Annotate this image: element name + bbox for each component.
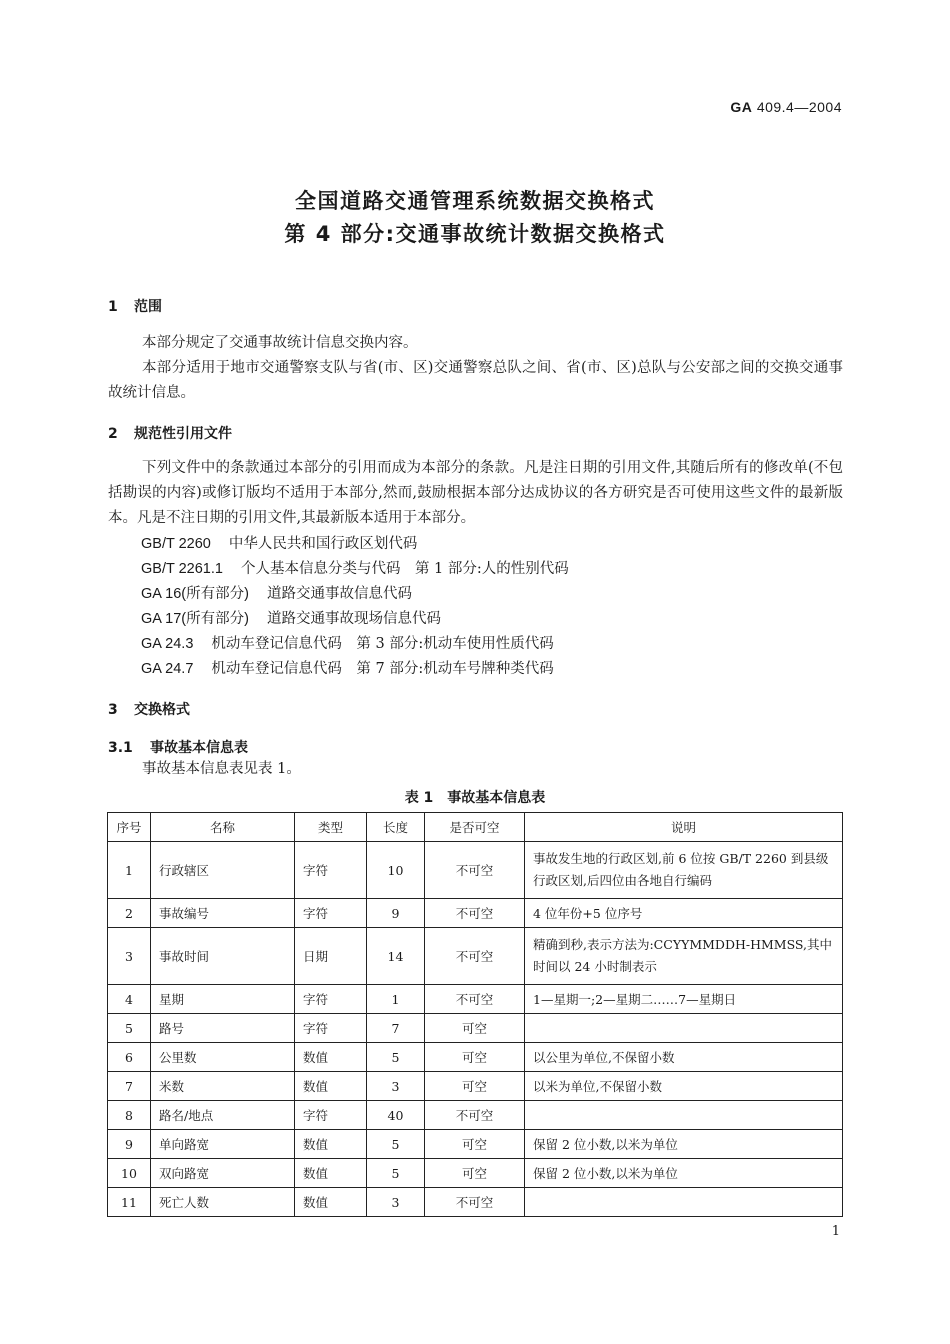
table-header-row [108,813,843,842]
col-header-seq: 序号 [108,813,151,842]
cell-type: 数值 [295,1159,367,1188]
cell-type: 字符 [295,1014,367,1043]
table-caption: 表 1 事故基本信息表 [404,790,546,806]
standard-prefix: GA [730,99,753,115]
section-2-para-1: 下列文件中的条款通过本部分的引用而成为本部分的条款。凡是注日期的引用文件,其随后所有的修改单(不包括勘误的内容)或修订版均不适用于本部分,然而,鼓励根据本部分达成协议的各方研究是否可使用这些文件的最新版本。凡是不注日期的引用文件,其最新版本适用于本部分。 [108,460,843,526]
cell-name: 行政辖区 [151,842,295,899]
cell-seq: 5 [108,1014,151,1043]
section-3-1-heading: 3.1 事故基本信息表 [108,740,248,756]
table-row [108,1130,843,1159]
cell-length: 3 [367,1072,425,1101]
cell-length: 5 [367,1159,425,1188]
accident-info-table [107,812,843,1217]
cell-nullable: 可空 [425,1159,525,1188]
cell-nullable: 不可空 [425,1188,525,1217]
cell-nullable: 可空 [425,1043,525,1072]
cell-name: 米数 [151,1072,295,1101]
table-row [108,1014,843,1043]
cell-seq: 10 [108,1159,151,1188]
cell-description: 事故发生地的行政区划,前 6 位按 GB/T 2260 到县级行政区划,后四位由各地自行编码 [525,842,843,899]
cell-seq: 9 [108,1130,151,1159]
cell-description [525,1188,843,1217]
cell-name: 双向路宽 [151,1159,295,1188]
table-row [108,1072,843,1101]
cell-seq: 2 [108,899,151,928]
table-row [108,1043,843,1072]
cell-description [525,1014,843,1043]
cell-type: 数值 [295,1072,367,1101]
cell-length: 40 [367,1101,425,1130]
cell-length: 5 [367,1043,425,1072]
cell-seq: 8 [108,1101,151,1130]
standard-code: 409.4—2004 [756,99,842,115]
cell-length: 9 [367,899,425,928]
cell-nullable: 不可空 [425,899,525,928]
cell-length: 3 [367,1188,425,1217]
cell-description: 保留 2 位小数,以米为单位 [525,1159,843,1188]
cell-seq: 1 [108,842,151,899]
cell-length: 14 [367,928,425,985]
col-header-nullable: 是否可空 [425,813,525,842]
cell-nullable: 不可空 [425,928,525,985]
cell-length: 5 [367,1130,425,1159]
cell-nullable: 不可空 [425,985,525,1014]
cell-name: 单向路宽 [151,1130,295,1159]
cell-nullable: 不可空 [425,1101,525,1130]
cell-seq: 3 [108,928,151,985]
cell-length: 1 [367,985,425,1014]
col-header-name: 名称 [151,813,295,842]
table-row [108,842,843,899]
cell-type: 字符 [295,985,367,1014]
document-subtitle: 第 4 部分:交通事故统计数据交换格式 [284,222,666,246]
cell-type: 数值 [295,1188,367,1217]
cell-description [525,1101,843,1130]
table-row [108,899,843,928]
cell-description: 精确到秒,表示方法为:CCYYMMDDH-HMMSS,其中时间以 24 小时制表示 [525,928,843,985]
cell-type: 数值 [295,1130,367,1159]
reference-item: GA 16(所有部分) 道路交通事故信息代码 [141,586,412,602]
section-1-para-1: 本部分规定了交通事故统计信息交换内容。 [142,335,418,351]
cell-description: 以米为单位,不保留小数 [525,1072,843,1101]
section-1-heading: 1 范围 [108,299,162,315]
cell-seq: 4 [108,985,151,1014]
cell-name: 路号 [151,1014,295,1043]
cell-type: 数值 [295,1043,367,1072]
section-3-heading: 3 交换格式 [108,702,190,718]
cell-seq: 7 [108,1072,151,1101]
cell-description: 4 位年份+5 位序号 [525,899,843,928]
page-number: 1 [831,1224,840,1239]
cell-name: 星期 [151,985,295,1014]
table-row [108,985,843,1014]
cell-name: 死亡人数 [151,1188,295,1217]
section-2-heading: 2 规范性引用文件 [108,426,232,442]
section-3-1-para: 事故基本信息表见表 1。 [142,761,301,777]
reference-item: GA 24.3 机动车登记信息代码 第 3 部分:机动车使用性质代码 [141,636,554,652]
cell-length: 7 [367,1014,425,1043]
cell-name: 事故编号 [151,899,295,928]
cell-description: 以公里为单位,不保留小数 [525,1043,843,1072]
cell-seq: 6 [108,1043,151,1072]
table-row [108,1188,843,1217]
cell-length: 10 [367,842,425,899]
cell-type: 字符 [295,842,367,899]
cell-nullable: 可空 [425,1014,525,1043]
cell-nullable: 可空 [425,1072,525,1101]
cell-description: 1—星期一;2—星期二……7—星期日 [525,985,843,1014]
cell-nullable: 可空 [425,1130,525,1159]
table-row [108,1101,843,1130]
reference-item: GB/T 2261.1 个人基本信息分类与代码 第 1 部分:人的性别代码 [141,561,569,577]
cell-nullable: 不可空 [425,842,525,899]
cell-name: 公里数 [151,1043,295,1072]
cell-type: 字符 [295,1101,367,1130]
standard-number [730,99,842,115]
table-row [108,928,843,985]
document-title: 全国道路交通管理系统数据交换格式 [295,189,655,213]
reference-item: GA 24.7 机动车登记信息代码 第 7 部分:机动车号牌种类代码 [141,661,554,677]
table-row [108,1159,843,1188]
col-header-description: 说明 [525,813,843,842]
col-header-length: 长度 [367,813,425,842]
reference-item: GA 17(所有部分) 道路交通事故现场信息代码 [141,611,441,627]
col-header-type: 类型 [295,813,367,842]
cell-name: 路名/地点 [151,1101,295,1130]
reference-item: GB/T 2260 中华人民共和国行政区划代码 [141,536,418,552]
cell-type: 字符 [295,899,367,928]
cell-type: 日期 [295,928,367,985]
cell-name: 事故时间 [151,928,295,985]
cell-seq: 11 [108,1188,151,1217]
cell-description: 保留 2 位小数,以米为单位 [525,1130,843,1159]
section-1-para-2: 本部分适用于地市交通警察支队与省(市、区)交通警察总队之间、省(市、区)总队与公安部之间的交换交通事故统计信息。 [108,360,843,401]
